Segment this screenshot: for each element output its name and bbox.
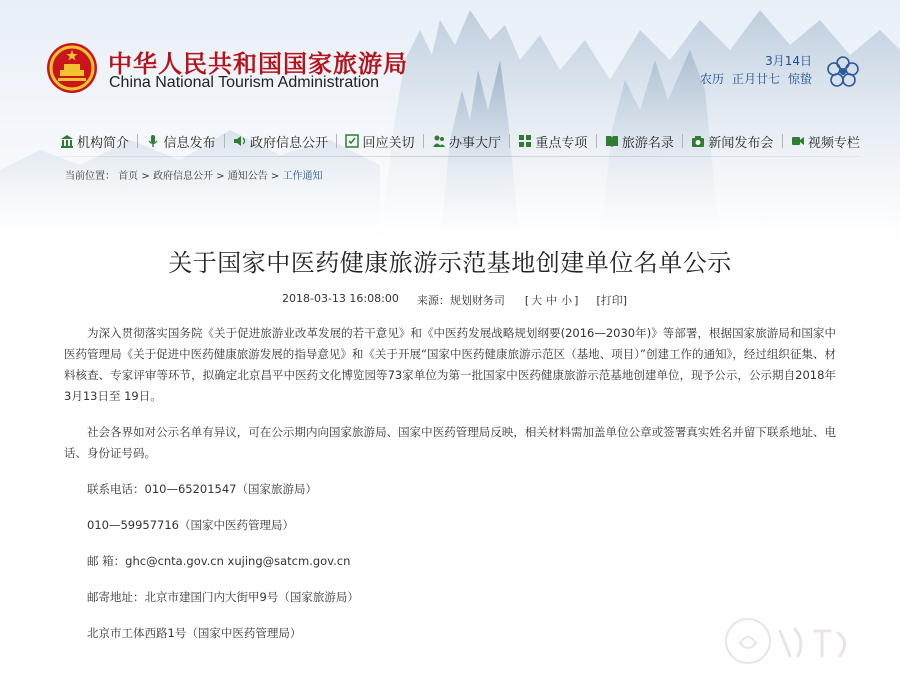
breadcrumb-prefix: 当前位置： — [65, 171, 115, 182]
main-nav — [60, 130, 860, 152]
nav-label: 信息发布 — [163, 135, 216, 151]
speaker-icon — [233, 134, 247, 148]
breadcrumb-gov-info[interactable]: 政府信息公开 — [152, 171, 213, 182]
calendar-date: 3月14日 — [765, 54, 812, 68]
bracket-open: [ — [524, 294, 530, 307]
contact-phone-2: 010—59957716（国家中医药管理局） — [87, 518, 294, 532]
contact-phone-1: 联系电话：010—65201547（国家旅游局） — [87, 482, 317, 496]
nav-label: 视频专栏 — [807, 135, 860, 151]
video-icon — [791, 134, 805, 148]
nav-divider — [682, 134, 683, 148]
paragraph: 为深入贯彻落实国务院《关于促进旅游业改革发展的若干意见》和《中医药发展战略规划纲要(2016—2030年)》等部署，根据国家旅游局和国家中医药管理局《关于促进中医药健康旅游发展的指导意见》和《关于开展“国家中医药健康旅游示范区（基地、项目）”创建工作的通知》，经过组织征集、材料核查、专家评审等环节，拟确定北京昌平中医药文化博览园等73家单位为第一批国家中医药健康旅游示范基地创建单位，现予公示，公示期自2018年3月13日至 19日。 — [64, 326, 836, 403]
mailing-address-2: 北京市工体西路1号（国家中医药管理局） — [87, 626, 302, 640]
book-icon — [605, 134, 619, 148]
nav-item-service-hall[interactable] — [432, 132, 501, 151]
nav-item-press-conference[interactable] — [691, 132, 773, 151]
nav-item-response[interactable] — [345, 132, 414, 151]
font-size-medium[interactable]: 中 — [546, 294, 558, 307]
font-size-switcher — [525, 292, 579, 308]
nav-item-video[interactable] — [791, 132, 860, 151]
lunar-label: 农历 — [699, 72, 724, 86]
national-emblem-icon[interactable] — [46, 42, 98, 94]
nav-label: 办事大厅 — [448, 135, 501, 151]
font-size-small[interactable]: 小 — [561, 294, 573, 307]
mountain-scenery — [0, 0, 900, 240]
paragraph: 社会各界如对公示名单有异议，可在公示期内向国家旅游局、国家中医药管理局反映，相关材料需加盖单位公章或签署真实姓名并留下联系地址、电话、身份证号码。 — [64, 425, 836, 460]
article-meta — [282, 292, 627, 308]
article-body — [64, 323, 836, 644]
breadcrumb-current[interactable]: 工作通知 — [282, 171, 323, 182]
print-link[interactable]: [打印] — [596, 294, 628, 307]
nav-item-gov-info[interactable] — [233, 132, 328, 151]
nav-label: 新闻发布会 — [708, 135, 774, 151]
nav-label: 重点专项 — [535, 135, 588, 151]
article-title: 关于国家中医药健康旅游示范基地创建单位名单公示 — [168, 249, 732, 277]
breadcrumb-separator: > — [141, 171, 150, 182]
breadcrumb-notices[interactable]: 通知公告 — [227, 171, 268, 182]
nav-divider — [423, 134, 424, 148]
nav-item-key-projects[interactable] — [518, 132, 587, 151]
nav-divider — [509, 134, 510, 148]
camera-icon — [691, 134, 705, 148]
breadcrumb-home[interactable]: 首页 — [118, 171, 139, 182]
date-display — [692, 52, 812, 88]
nav-label: 回应关切 — [362, 135, 415, 151]
hall-icon — [432, 134, 446, 148]
nav-label: 旅游名录 — [621, 135, 674, 151]
nav-divider — [224, 134, 225, 148]
bracket-close: ] — [574, 294, 579, 307]
font-size-large[interactable]: 大 — [531, 294, 543, 307]
contact-email: 邮 箱：ghc@cnta.gov.cn xujing@satcm.gov.cn — [87, 554, 351, 568]
reply-icon — [345, 134, 359, 148]
header-background — [0, 0, 900, 240]
solar-term: 惊蛰 — [787, 72, 812, 86]
nav-item-about[interactable] — [60, 132, 129, 151]
nav-item-info-release[interactable] — [146, 132, 215, 151]
nav-label: 政府信息公开 — [249, 135, 328, 151]
nav-label: 机构简介 — [77, 135, 130, 151]
site-title-english[interactable]: China National Tourism Administration — [109, 74, 380, 91]
nav-divider — [336, 134, 337, 148]
breadcrumb — [65, 167, 322, 182]
site-title[interactable]: 中华人民共和国国家旅游局 — [108, 50, 408, 78]
building-icon — [60, 134, 74, 148]
lunar-date: 正月廿七 — [731, 72, 780, 86]
watermark-logo — [720, 611, 870, 671]
publish-datetime: 2018-03-13 16:08:00 — [282, 292, 399, 305]
breadcrumb-separator: > — [216, 171, 225, 182]
breadcrumb-separator: > — [270, 171, 280, 182]
nav-divider — [782, 134, 783, 148]
article-source: 来源：规划财务司 — [416, 294, 505, 307]
grid-icon — [518, 134, 532, 148]
plum-blossom-icon — [826, 55, 860, 89]
nav-divider — [596, 134, 597, 148]
nav-underline — [60, 156, 860, 157]
nav-divider — [137, 134, 138, 148]
nav-item-directory[interactable] — [605, 132, 674, 151]
microphone-icon — [146, 134, 160, 148]
mailing-address-1: 邮寄地址：北京市建国门内大街甲9号（国家旅游局） — [87, 590, 359, 604]
lunar-calendar — [692, 70, 812, 88]
